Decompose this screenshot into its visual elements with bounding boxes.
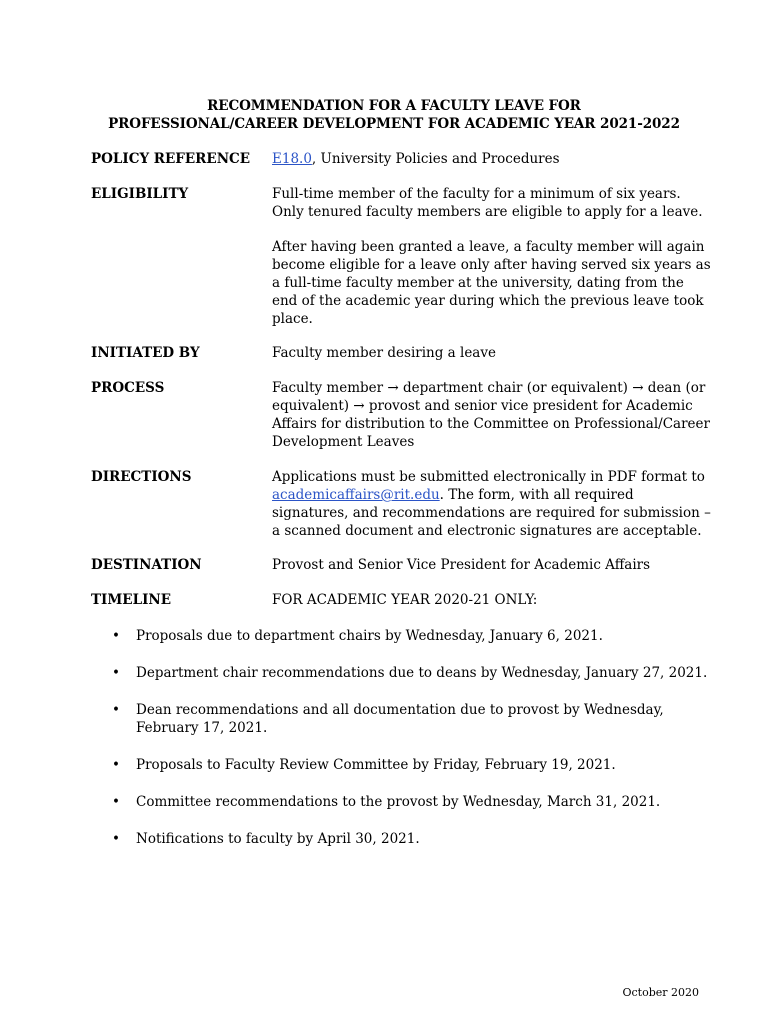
process-value: Faculty member → department chair (or equivalent) → dean (or equivalent) → provost and senior vice president for Academic Affairs for distribution to the Committee on Professional/Career Development Leaves [272,380,710,450]
document-title [0,97,770,133]
list-item [112,756,712,774]
eligibility-label: ELIGIBILITY [91,186,189,202]
eligibility-paragraph-2: After having been granted a leave, a faculty member will again become eligible for a leave only after having served six years as a full-time faculty member at the university, dating from the end of the academic year during which the previous leave took place. [272,239,711,327]
directions-value [272,468,712,540]
timeline-list [112,627,712,867]
bullet-icon: • [112,794,120,810]
destination-value: Provost and Senior Vice President for Academic Affairs [272,557,651,573]
process-label: PROCESS [91,380,165,396]
timeline-label: TIMELINE [91,592,172,608]
title-line-2: PROFESSIONAL/CAREER DEVELOPMENT FOR ACADEMIC YEAR 2021-2022 [108,116,680,132]
initiated-by-value: Faculty member desiring a leave [272,345,496,361]
list-item [112,830,712,848]
directions-text-before: Applications must be submitted electronically in PDF format to [272,469,705,485]
bullet-icon: • [112,831,120,847]
academic-affairs-email-link[interactable]: academicaffairs@rit.edu [272,487,440,503]
list-item-text: Committee recommendations to the provost by Wednesday, March 31, 2021. [136,794,661,810]
policy-reference-value [272,150,712,168]
timeline-value: FOR ACADEMIC YEAR 2020-21 ONLY: [272,592,538,608]
initiated-by-label: INITIATED BY [91,345,200,361]
eligibility-paragraph-1: Full-time member of the faculty for a minimum of six years. Only tenured faculty members are eligible to apply for a leave. [272,186,703,220]
bullet-icon: • [112,665,120,681]
policy-reference-text: , University Policies and Procedures [311,151,560,167]
bullet-icon: • [112,628,120,644]
list-item [112,701,712,737]
eligibility-value [272,185,712,328]
list-item-text: Department chair recommendations due to deans by Wednesday, January 27, 2021. [136,665,708,681]
list-item [112,627,712,645]
policy-reference-label: POLICY REFERENCE [91,151,251,167]
list-item-text: Notifications to faculty by April 30, 2021. [136,831,420,847]
list-item-text: Dean recommendations and all documentation due to provost by Wednesday, February 17, 2021. [136,702,664,736]
footer-date: October 2020 [622,986,699,999]
destination-label: DESTINATION [91,557,202,573]
list-item [112,664,712,682]
title-line-1: RECOMMENDATION FOR A FACULTY LEAVE FOR [207,98,581,114]
list-item-text: Proposals due to department chairs by Wednesday, January 6, 2021. [136,628,603,644]
directions-label: DIRECTIONS [91,469,192,485]
bullet-icon: • [112,702,120,718]
policy-e18-link[interactable]: E18.0 [272,151,312,167]
list-item-text: Proposals to Faculty Review Committee by Friday, February 19, 2021. [136,757,616,773]
bullet-icon: • [112,757,120,773]
directions-text-after: . The form, with all required signatures, and recommendations are required for submission – a scanned document and electronic signatures are acceptable. [272,487,711,539]
list-item [112,793,712,811]
